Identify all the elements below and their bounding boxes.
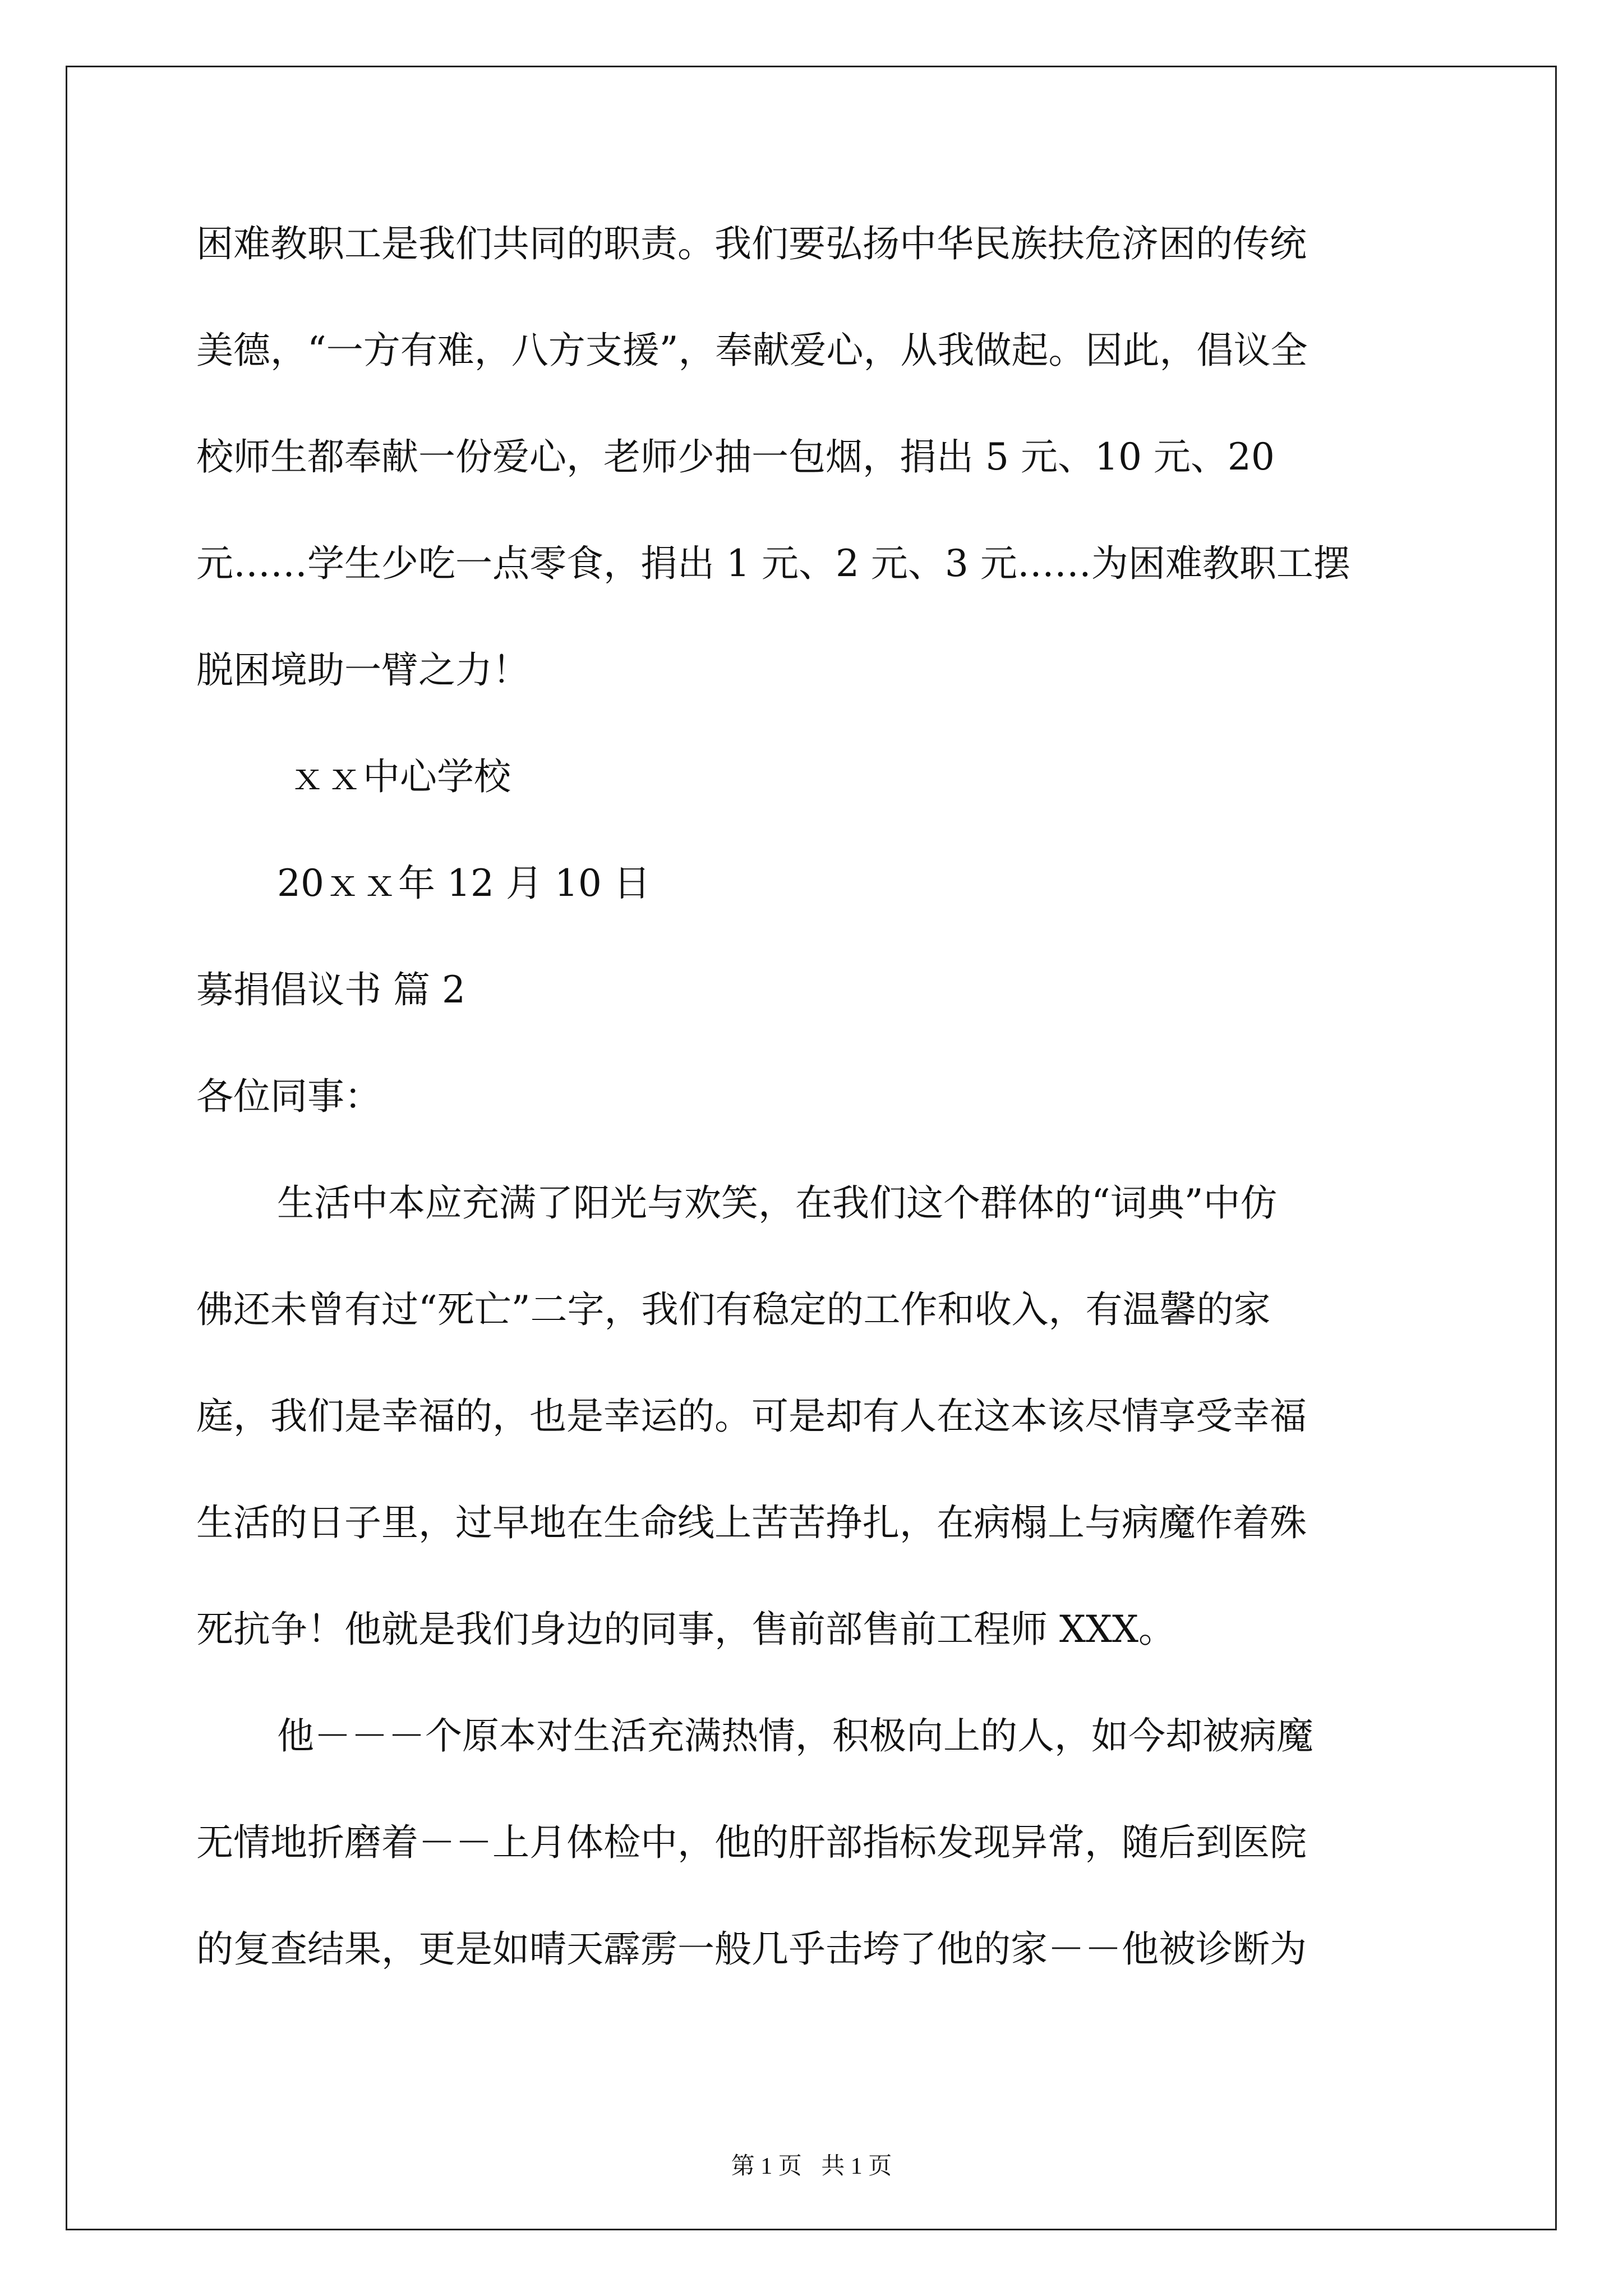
- page-number: 第 1 页: [731, 2154, 802, 2179]
- paragraph-line: 佛还未曾有过“死亡”二字，我们有稳定的工作和收入，有温馨的家: [196, 1288, 1271, 1331]
- date-line: 20ｘｘ年 12 月 10 日: [277, 862, 651, 905]
- salutation: 各位同事：: [196, 1075, 381, 1118]
- section-title: 募捐倡议书 篇 2: [196, 968, 465, 1011]
- document-body: [196, 202, 1430, 2014]
- signature: ｘｘ中心学校: [289, 755, 511, 798]
- paragraph-line: 美德，“一方有难，八方支援”，奉献爱心，从我做起。因此，倡议全: [196, 329, 1308, 372]
- paragraph-line: 脱困境助一臂之力！: [196, 648, 529, 692]
- paragraph-line: 庭，我们是幸福的，也是幸运的。可是却有人在这本该尽情享受幸福: [196, 1395, 1307, 1438]
- paragraph-line: 校师生都奉献一份爱心，老师少抽一包烟，捐出 5 元、10 元、20: [196, 435, 1275, 478]
- page-total: 共 1 页: [821, 2154, 892, 2179]
- paragraph-line: 死抗争！他就是我们身边的同事，售前部售前工程师 XXX。: [196, 1608, 1175, 1651]
- paragraph-line: 元……学生少吃一点零食，捐出 1 元、2 元、3 元……为困难教职工摆: [196, 542, 1350, 585]
- page-footer: [0, 2150, 1623, 2183]
- paragraph-line: 的复查结果，更是如晴天霹雳一般几乎击垮了他的家－－他被诊断为: [196, 1927, 1307, 1971]
- paragraph-line: 生活中本应充满了阳光与欢笑，在我们这个群体的“词典”中仿: [277, 1181, 1278, 1225]
- paragraph-line: 无情地折磨着－－上月体检中，他的肝部指标发现异常，随后到医院: [196, 1821, 1307, 1864]
- paragraph-line: 困难教职工是我们共同的职责。我们要弘扬中华民族扶危济困的传统: [196, 222, 1307, 265]
- paragraph-line: 生活的日子里，过早地在生命线上苦苦挣扎，在病榻上与病魔作着殊: [196, 1501, 1307, 1544]
- paragraph-line: 他－－－个原本对生活充满热情，积极向上的人，如今却被病魔: [277, 1714, 1313, 1757]
